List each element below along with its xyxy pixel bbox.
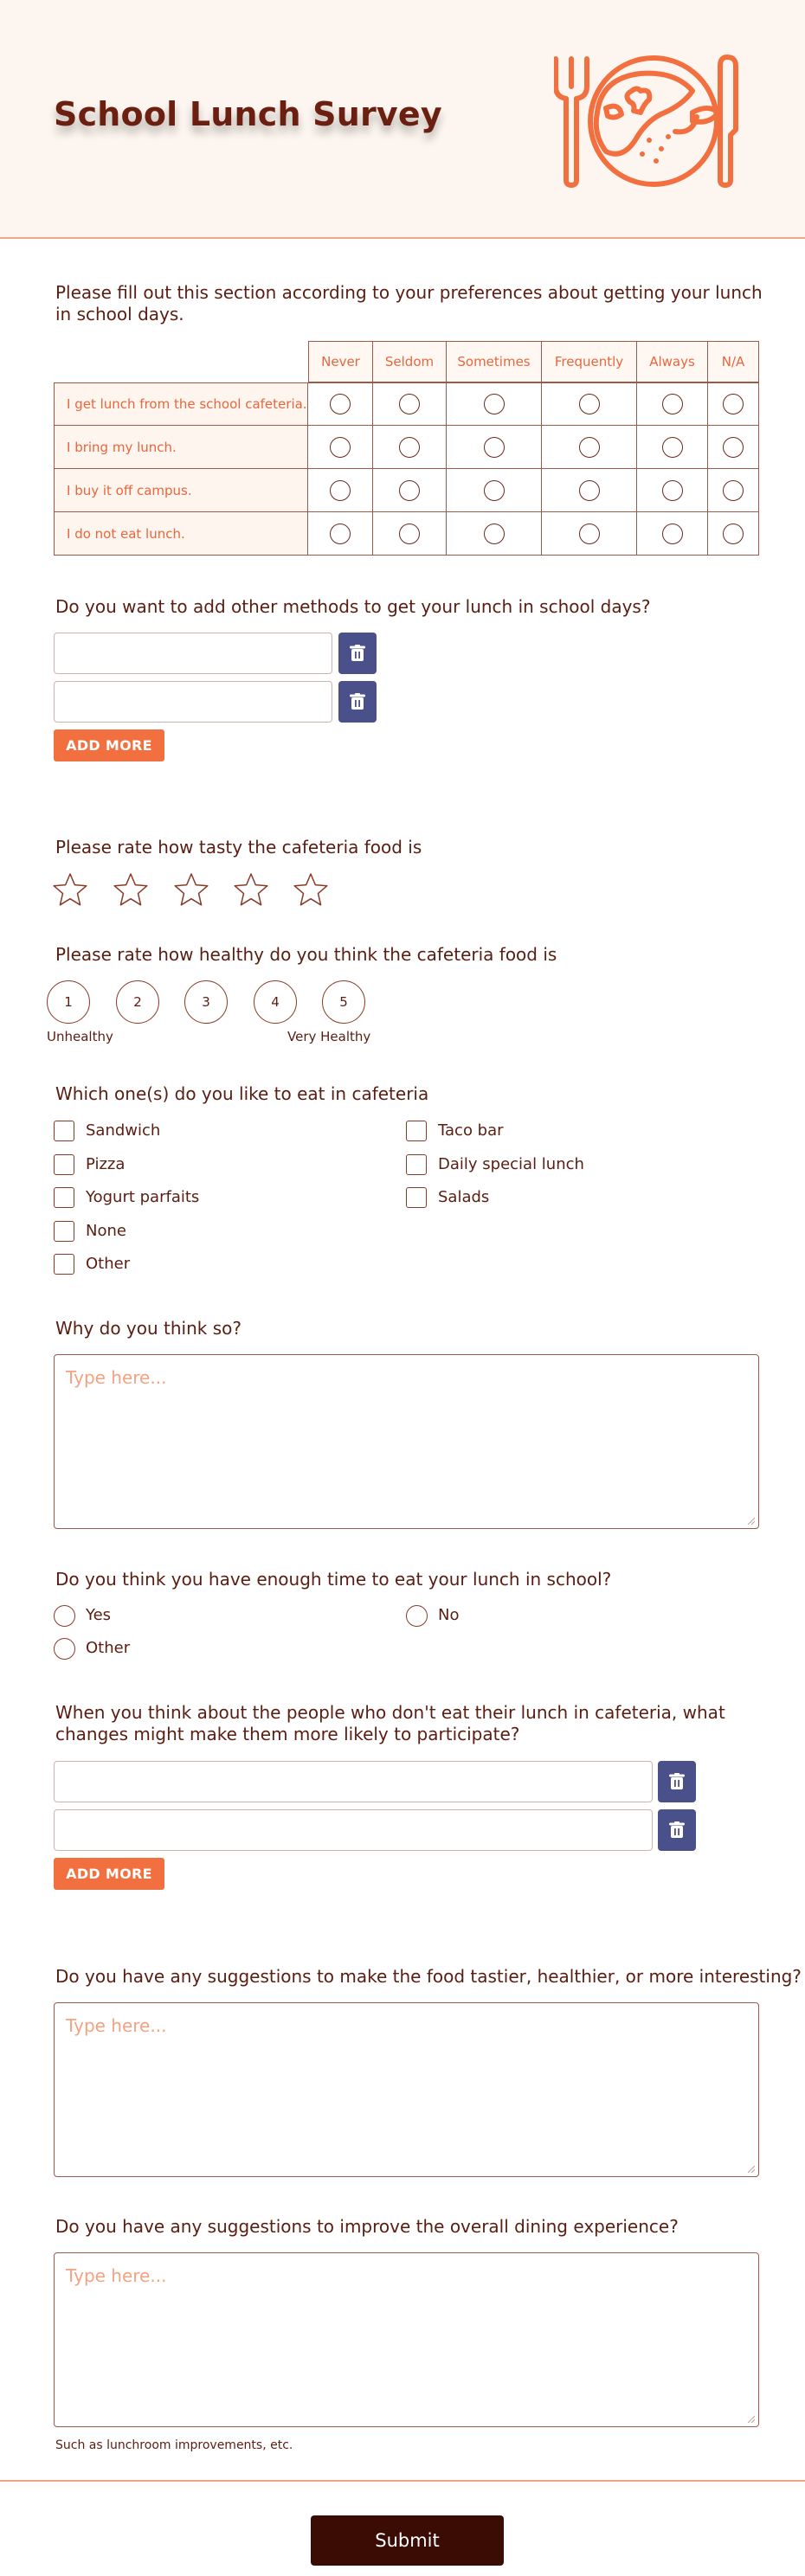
matrix-row-label: I buy it off campus. (54, 469, 308, 512)
star-icon[interactable] (293, 872, 329, 907)
eat-checkbox[interactable] (54, 1121, 74, 1141)
matrix-cell (637, 382, 708, 426)
matrix-radio[interactable] (579, 394, 600, 414)
eat-checkbox[interactable] (406, 1154, 427, 1175)
time-option-no: No (438, 1606, 460, 1624)
taste-question: Please rate how tasty the cafeteria food is (55, 837, 422, 858)
matrix-radio[interactable] (723, 480, 744, 501)
matrix-radio[interactable] (330, 524, 351, 544)
suggest-food-textarea[interactable] (54, 2002, 759, 2177)
matrix-cell (308, 426, 373, 469)
matrix-cell (447, 382, 542, 426)
matrix-col-seldom: Seldom (373, 341, 447, 382)
matrix-cell (308, 512, 373, 556)
matrix-radio[interactable] (399, 480, 420, 501)
resize-grip-icon[interactable] (746, 2414, 755, 2423)
add-more-methods-button[interactable]: ADD MORE (54, 729, 164, 761)
method-input-2[interactable] (54, 681, 332, 723)
matrix-cell (708, 382, 759, 426)
matrix-col-always: Always (637, 341, 708, 382)
suggest-dining-question: Do you have any suggestions to improve the overall dining experience? (55, 2216, 679, 2237)
suggest-food-placeholder: Type here... (66, 2015, 167, 2036)
star-icon[interactable] (52, 872, 88, 907)
matrix-radio[interactable] (330, 437, 351, 458)
matrix-radio[interactable] (484, 524, 505, 544)
eat-option-label: Salads (438, 1188, 490, 1206)
eat-option-label: None (86, 1221, 126, 1240)
matrix-cell (637, 512, 708, 556)
matrix-cell (447, 426, 542, 469)
lunch-method-matrix (54, 341, 759, 557)
matrix-col-frequently: Frequently (542, 341, 637, 382)
matrix-cell (542, 512, 637, 556)
resize-grip-icon[interactable] (746, 1516, 755, 1525)
matrix-radio[interactable] (579, 437, 600, 458)
eat-checkbox[interactable] (54, 1154, 74, 1175)
changes-question: When you think about the people who don't eat their lunch in cafeteria, what changes might make them more likely to participate? (55, 1702, 725, 1744)
matrix-question: Please fill out this section according to your preferences about getting your lunch in school days. (55, 282, 763, 324)
add-more-changes-button[interactable]: ADD MORE (54, 1858, 164, 1890)
matrix-cell (708, 469, 759, 512)
eat-checkbox[interactable] (406, 1121, 427, 1141)
time-option-yes: Yes (86, 1606, 112, 1624)
matrix-cell (373, 469, 447, 512)
matrix-radio[interactable] (723, 394, 744, 414)
matrix-radio[interactable] (399, 524, 420, 544)
eat-checkbox[interactable] (54, 1254, 74, 1275)
suggest-food-question: Do you have any suggestions to make the food tastier, healthier, or more interesting? (55, 1966, 802, 1987)
suggest-dining-textarea[interactable] (54, 2252, 759, 2427)
matrix-cell (373, 382, 447, 426)
trash-icon (669, 1821, 685, 1839)
eat-option-label: Sandwich (86, 1121, 161, 1140)
delete-change-2-button[interactable] (658, 1809, 696, 1851)
eat-option-label: Pizza (86, 1154, 126, 1173)
matrix-col-sometimes: Sometimes (447, 341, 542, 382)
trash-icon (350, 693, 365, 710)
matrix-cell (542, 382, 637, 426)
healthy-scale-3[interactable]: 3 (184, 980, 228, 1024)
matrix-radio[interactable] (330, 394, 351, 414)
healthy-min-label: Unhealthy (47, 1029, 113, 1044)
healthy-scale-2[interactable]: 2 (116, 980, 159, 1024)
matrix-cell (447, 512, 542, 556)
eat-option-label: Yogurt parfaits (86, 1188, 200, 1206)
resize-grip-icon[interactable] (746, 2164, 755, 2173)
matrix-row-label: I do not eat lunch. (54, 512, 308, 556)
matrix-radio[interactable] (484, 480, 505, 501)
eat-question: Which one(s) do you like to eat in cafeteria (55, 1083, 429, 1104)
delete-method-1-button[interactable] (338, 633, 377, 674)
time-radio-yes[interactable] (54, 1605, 75, 1627)
matrix-radio[interactable] (579, 524, 600, 544)
healthy-scale-4[interactable]: 4 (254, 980, 297, 1024)
change-input-2[interactable] (54, 1809, 653, 1851)
matrix-radio[interactable] (662, 437, 683, 458)
healthy-max-label: Very Healthy (287, 1029, 371, 1044)
matrix-cell (542, 426, 637, 469)
trash-icon (350, 645, 365, 662)
time-radio-other[interactable] (54, 1638, 75, 1660)
eat-option-label: Other (86, 1255, 131, 1273)
form-title: School Lunch Survey (54, 95, 442, 133)
eat-option-label: Daily special lunch (438, 1154, 584, 1173)
matrix-cell (637, 426, 708, 469)
eat-checkbox[interactable] (54, 1187, 74, 1208)
suggest-dining-hint: Such as lunchroom improvements, etc. (55, 2438, 293, 2452)
matrix-radio[interactable] (579, 480, 600, 501)
time-question: Do you think you have enough time to eat your lunch in school? (55, 1569, 612, 1590)
matrix-radio[interactable] (484, 394, 505, 414)
healthy-question: Please rate how healthy do you think the cafeteria food is (55, 944, 557, 965)
matrix-radio[interactable] (399, 394, 420, 414)
star-icon[interactable] (233, 872, 269, 907)
healthy-scale-5[interactable]: 5 (322, 980, 365, 1024)
why-textarea[interactable] (54, 1354, 759, 1529)
matrix-radio[interactable] (723, 437, 744, 458)
footer-divider (0, 2480, 805, 2482)
matrix-radio[interactable] (399, 437, 420, 458)
time-radio-no[interactable] (406, 1605, 428, 1627)
matrix-col-never: Never (308, 341, 373, 382)
trash-icon (669, 1773, 685, 1790)
matrix-radio[interactable] (723, 524, 744, 544)
matrix-radio[interactable] (662, 394, 683, 414)
method-input-1[interactable] (54, 633, 332, 674)
change-input-1[interactable] (54, 1761, 653, 1802)
matrix-row-label: I get lunch from the school cafeteria. (54, 382, 308, 426)
why-placeholder: Type here... (66, 1367, 167, 1388)
matrix-radio[interactable] (662, 524, 683, 544)
matrix-cell (447, 469, 542, 512)
star-icon[interactable] (173, 872, 209, 907)
matrix-cell (308, 469, 373, 512)
matrix-cell (308, 382, 373, 426)
delete-change-1-button[interactable] (658, 1761, 696, 1802)
matrix-radio[interactable] (330, 480, 351, 501)
lunch-plate-icon (554, 52, 744, 190)
matrix-radio[interactable] (662, 480, 683, 501)
eat-option-label: Taco bar (438, 1121, 504, 1140)
matrix-cell (708, 426, 759, 469)
methods-question: Do you want to add other methods to get your lunch in school days? (55, 596, 651, 617)
healthy-scale-1[interactable]: 1 (47, 980, 90, 1024)
eat-checkbox[interactable] (54, 1221, 74, 1242)
matrix-row-label: I bring my lunch. (54, 426, 308, 469)
submit-button[interactable]: Submit (311, 2515, 504, 2566)
form-header (0, 0, 805, 239)
star-icon[interactable] (113, 872, 149, 907)
matrix-cell (637, 469, 708, 512)
matrix-cell (542, 469, 637, 512)
matrix-cell (373, 426, 447, 469)
matrix-col-na: N/A (708, 341, 759, 382)
time-option-other: Other (86, 1639, 131, 1657)
matrix-cell (373, 512, 447, 556)
matrix-cell (708, 512, 759, 556)
matrix-radio[interactable] (484, 437, 505, 458)
eat-checkbox[interactable] (406, 1187, 427, 1208)
why-question: Why do you think so? (55, 1318, 242, 1339)
delete-method-2-button[interactable] (338, 681, 377, 723)
suggest-dining-placeholder: Type here... (66, 2265, 167, 2286)
